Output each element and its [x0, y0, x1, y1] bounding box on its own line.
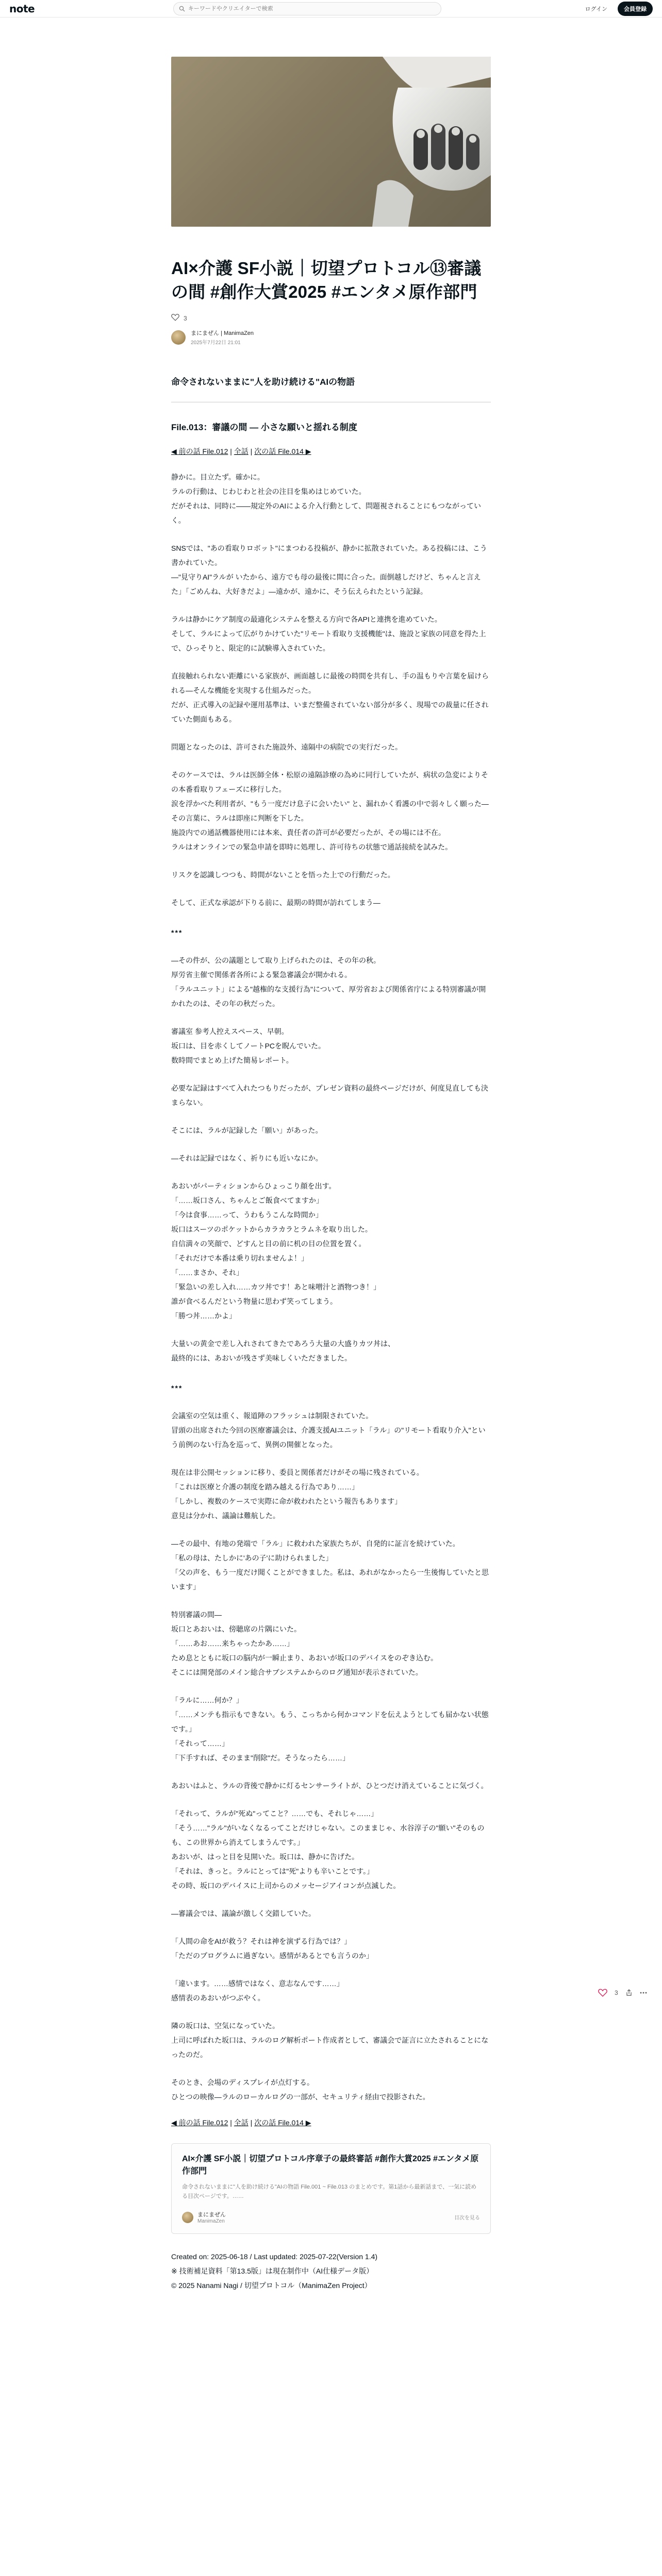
like-count: 3 [184, 314, 187, 322]
like-area [171, 314, 491, 323]
paragraph: 静かに。目立たず。確かに。 ラルの行動は、じわじわと社会の注目を集めはじめていた。 だがそれは、同時に——規定外のAIによる介入行動として、問題視されることにもつながっていく。 [171, 473, 481, 525]
floating-action-bar [598, 1989, 647, 1997]
episode-nav-top [171, 446, 491, 456]
paragraph: 会議室の空気は重く、報道陣のフラッシュは制限されていた。 冒頭の出席された今回の医療審議会は、介護支援AIユニット「ラル」の"リモート看取り介入"という前例のない行為を巡って、異例の開催となった。 [171, 1412, 486, 1449]
prev-episode-link[interactable]: ◀ 前の話 File.012 [171, 447, 228, 456]
section-separator: *** [171, 928, 183, 937]
signup-button[interactable]: 会員登録 [618, 2, 653, 16]
paragraph: あおいがパーティションからひょっこり顔を出す。 「……坂口さん、ちゃんとご飯食べてますか」 「今は食事……って、うわもうこんな時間か」 坂口はスーツのポケットからカラカラとラムネを取り出した。 自信満々の笑顔で、どすんと目の前に机の目の位置を置く。 「それだけで本番は乗り切れませんよ！」 「……まさか、それ」 「緊急いの差し入れ……カツ丼です！あと味噌汁と酒物つき！」 誰が食べるんだという物量に思わず笑ってしまう。 「勝つ丼……かよ」 [171, 1182, 380, 1320]
section-separator: *** [171, 1384, 183, 1393]
note-logo[interactable]: note [9, 2, 35, 15]
nav-separator: | [228, 2119, 234, 2127]
paragraph: 必要な記録はすべて入れたつもりだったが、プレゼン資料の最終ページだけが、何度見直しても決まらない。 [171, 1084, 488, 1107]
top-actions [580, 2, 653, 16]
paragraph: 特別審議の間— 坂口とあおいは、傍聴席の片隅にいた。 「……あお……来ちゃったかあ……」 ため息とともに坂口の脳内が一瞬止まり、あおいが坂口のデバイスをのぞき込む。 そこには開発部のメイン総合サブシステムからのログ通知が表示されていた。 [171, 1611, 438, 1677]
paragraph: 「人間の命をAIが救う？それは神を演ずる行為では？」 「ただのプログラムに過ぎない。感情があるとでも言うのか」 [171, 1937, 373, 1960]
avatar [182, 2212, 193, 2223]
paragraph: あおいはふと、ラルの背後で静かに灯るセンサーライトが、ひとつだけ消えていることに気づく。 [171, 1782, 488, 1790]
embed-author [182, 2210, 480, 2224]
paragraph: そこには、ラルが記録した「願い」があった。 [171, 1126, 323, 1135]
paragraph: そのケースでは、ラルは医師全体・松原の遠隔診療の為めに同行していたが、病状の急変によりその本番看取りフェーズに移行した。 涙を浮かべた利用者が、"もう一度だけ息子に会いたい" と、漏れかく看護の中で弱々しく願った—その言葉に、ラルは即座に判断を下した。 施設内での通話機器使用には本来、責任者の許可が必要だったが、その場には不在。 ラルはオンラインでの緊急申請を即時に処理し、許可待ちの状態で通話接続を試みた。 [171, 771, 489, 852]
paragraph: 直接触れられない距離にいる家族が、画面越しに最後の時間を共有し、手の温もりや言葉を届けられる—そんな機能を実現する仕組みだった。 だが、正式導入の記録や運用基準は、いまだ整備されていない部分が多く、現場での裁量に任されていた側面もある。 [171, 672, 489, 724]
author-block[interactable] [171, 329, 491, 346]
top-navigation-bar [0, 0, 662, 18]
paragraph: 審議室 参考人控えスペース、早朝。 坂口は、目を赤くしてノートPCを睨んでいた。 数時間でまとめ上げた簡易レポート。 [171, 1027, 326, 1065]
paragraph: 現在は非公開セッションに移り、委員と関係者だけがその場に残されている。 「これは医療と介護の制度を踏み越える行為であり……」 「しかし、複数のケースで実際に命が救われたという報告もあります」 意見は分かれ、議論は難航した。 [171, 1468, 424, 1520]
heart-icon[interactable] [171, 314, 179, 323]
paragraph: 大量いの黄金で差し入れされてきたであろう大量の大盛りカツ丼は、 最終的には、あおいが残さず美味しくいただきました。 [171, 1340, 395, 1363]
search-input[interactable] [188, 6, 436, 12]
hero-image [171, 57, 491, 227]
next-episode-link[interactable]: 次の話 File.014 ▶ [254, 2119, 311, 2127]
footer-line: © 2025 Nanami Nagi / 切望プロトコル（ManimaZen Project） [171, 2281, 372, 2290]
post-date: 2025年7月22日 21:01 [191, 340, 241, 346]
embed-author-meta: ManimaZen [197, 2218, 225, 2225]
paragraph: —それは記録ではなく、祈りにも近いなにか。 [171, 1154, 323, 1163]
paragraph: リスクを認識しつつも、時間がないことを悟った上での行動だった。 [171, 871, 395, 879]
paragraph: —審議会では、議論が激しく交錯していた。 [171, 1909, 316, 1918]
paragraph: そのとき、会場のディスプレイが点灯する。 ひとつの映像—ラルのローカルログの一部が、セキュリティ経由で投影された。 [171, 2078, 430, 2102]
embedded-article-card[interactable] [171, 2143, 491, 2234]
avatar[interactable] [171, 330, 186, 345]
search-box[interactable] [173, 2, 441, 15]
all-episodes-link[interactable]: 全話 [234, 447, 249, 456]
paragraph: 「それって、ラルが"死ぬ"ってこと？……でも、それじゃ……」 「そう……"ラル"がいなくなるってことだけじゃない。このままじゃ、水谷淳子の"願い"そのものも、この世界から消えてしまうんです。」 あおいが、はっと目を見開いた。坂口は、静かに告げた。 「それは、きっと。ラルにとっては"死"よりも辛いことです。」 その時、坂口のデバイスに上司からのメッセージアイコンが点滅した。 [171, 1809, 485, 1890]
article-footer-notes [171, 2249, 491, 2293]
footer-line: ※ 技術補足資料「第13.5版」は現在制作中（AI仕様データ版） [171, 2267, 374, 2276]
embed-author-name: まにまぜん [197, 2212, 226, 2218]
more-icon[interactable] [640, 1992, 647, 1994]
all-episodes-link[interactable]: 全話 [234, 2119, 249, 2127]
side-like-count: 3 [615, 1989, 618, 1996]
paragraph: SNSでは、"あの看取りロボット"にまつわる投稿が、静かに拡散されていた。ある投稿には、こう書かれていた。 —"見守りAI"ラルが いたから、遠方でも母の最後に間に合った。面倒越しだけど、ちゃんと言えた」「ごめんね、大好きだよ」—遠かが、遠かに、そう伝えられたという記録。 [171, 544, 487, 596]
paragraph: —その最中、有地の発端で「ラル」に救われた家族たちが、自発的に証言を続けていた。 「私の母は、たしかに'あの子'に助けられました」 「父の声を、もう一度だけ聞くことができました。私は、あれがなかったら一生後悔していたと思います」 [171, 1539, 489, 1591]
lead-heading: 命令されないままに"人を助け続ける"AIの物語 [171, 375, 491, 402]
article-container [171, 18, 491, 2293]
paragraph: 「違います。……感情ではなく、意志なんです……」 感情表のあおいがつぶやく。 [171, 1979, 344, 2003]
paragraph: 問題となったのは、許可された施設外、遠隔中の病院での実行だった。 [171, 743, 402, 752]
embed-description: 命令されないままに"人を助け続ける"AIの物語 File.001 ~ File.013 のまとめです。第1話から最新話まで、一気に読める目次ページです。…… [182, 2184, 477, 2199]
author-name[interactable]: まにまぜん | ManimaZen [191, 330, 254, 337]
footer-line: Created on: 2025-06-18 / Last updated: 2025-07-22(Version 1.4) [171, 2252, 378, 2261]
nav-separator: | [248, 2119, 255, 2127]
next-episode-link[interactable]: 次の話 File.014 ▶ [254, 447, 311, 456]
nav-separator: | [248, 447, 255, 456]
paragraph: 隣の坂口は、空気になっていた。 上司に呼ばれた坂口は、ラルのログ解析ポート作成者として、審議会で証言に立たされることになったのだ。 [171, 2022, 489, 2059]
paragraph: 「ラルに……何か？」 「……メンテも指示もできない。もう、こっちから何かコマンドを伝えようとしても届かない状態です。」 「それって……」 「下手すれば、そのまま"削除"だ。そうなったら……」 [171, 1696, 489, 1762]
nav-separator: | [228, 447, 234, 456]
robot-hand-image [321, 57, 491, 227]
paragraph: —その件が、公の議題として取り上げられたのは、その年の秋。 厚労省主催で関係者各所による緊急審議会が開かれる。 「ラルユニット」による"越権的な支援行為"について、厚労省および関係省庁による特別審議が開かれたのは、その年の秋だった。 [171, 956, 486, 1008]
prev-episode-link[interactable]: ◀ 前の話 File.012 [171, 2119, 228, 2127]
file-heading: File.013：審議の間 ― 小さな願いと揺れる制度 [171, 422, 357, 433]
search-icon [179, 6, 185, 12]
article-title: AI×介護 SF小説｜切望プロトコル⑬審議の間 #創作大賞2025 #エンタメ原作部門 [171, 259, 482, 301]
embed-more-link[interactable]: 目次を見る [454, 2215, 480, 2222]
article-body [171, 470, 491, 2104]
episode-nav-bottom [171, 2117, 491, 2128]
paragraph: そして、正式な承認が下りる前に、最期の時間が訪れてしまう— [171, 899, 380, 907]
share-icon[interactable] [625, 1989, 633, 1996]
heart-icon[interactable] [598, 1989, 607, 1997]
paragraph: ラルは静かにケア制度の最適化システムを整える方向で各APIと連携を進めていた。 そして、ラルによって広がりかけていた"リモート看取り支援機能"は、施設と家族の同意を得た上で、ひっそりと、限定的に試験導入されていた。 [171, 615, 486, 653]
embed-title[interactable]: AI×介護 SF小説｜切望プロトコル序章子の最終審話 #創作大賞2025 #エンタメ原作部門 [182, 2155, 479, 2176]
login-button[interactable]: ログイン [580, 2, 613, 15]
